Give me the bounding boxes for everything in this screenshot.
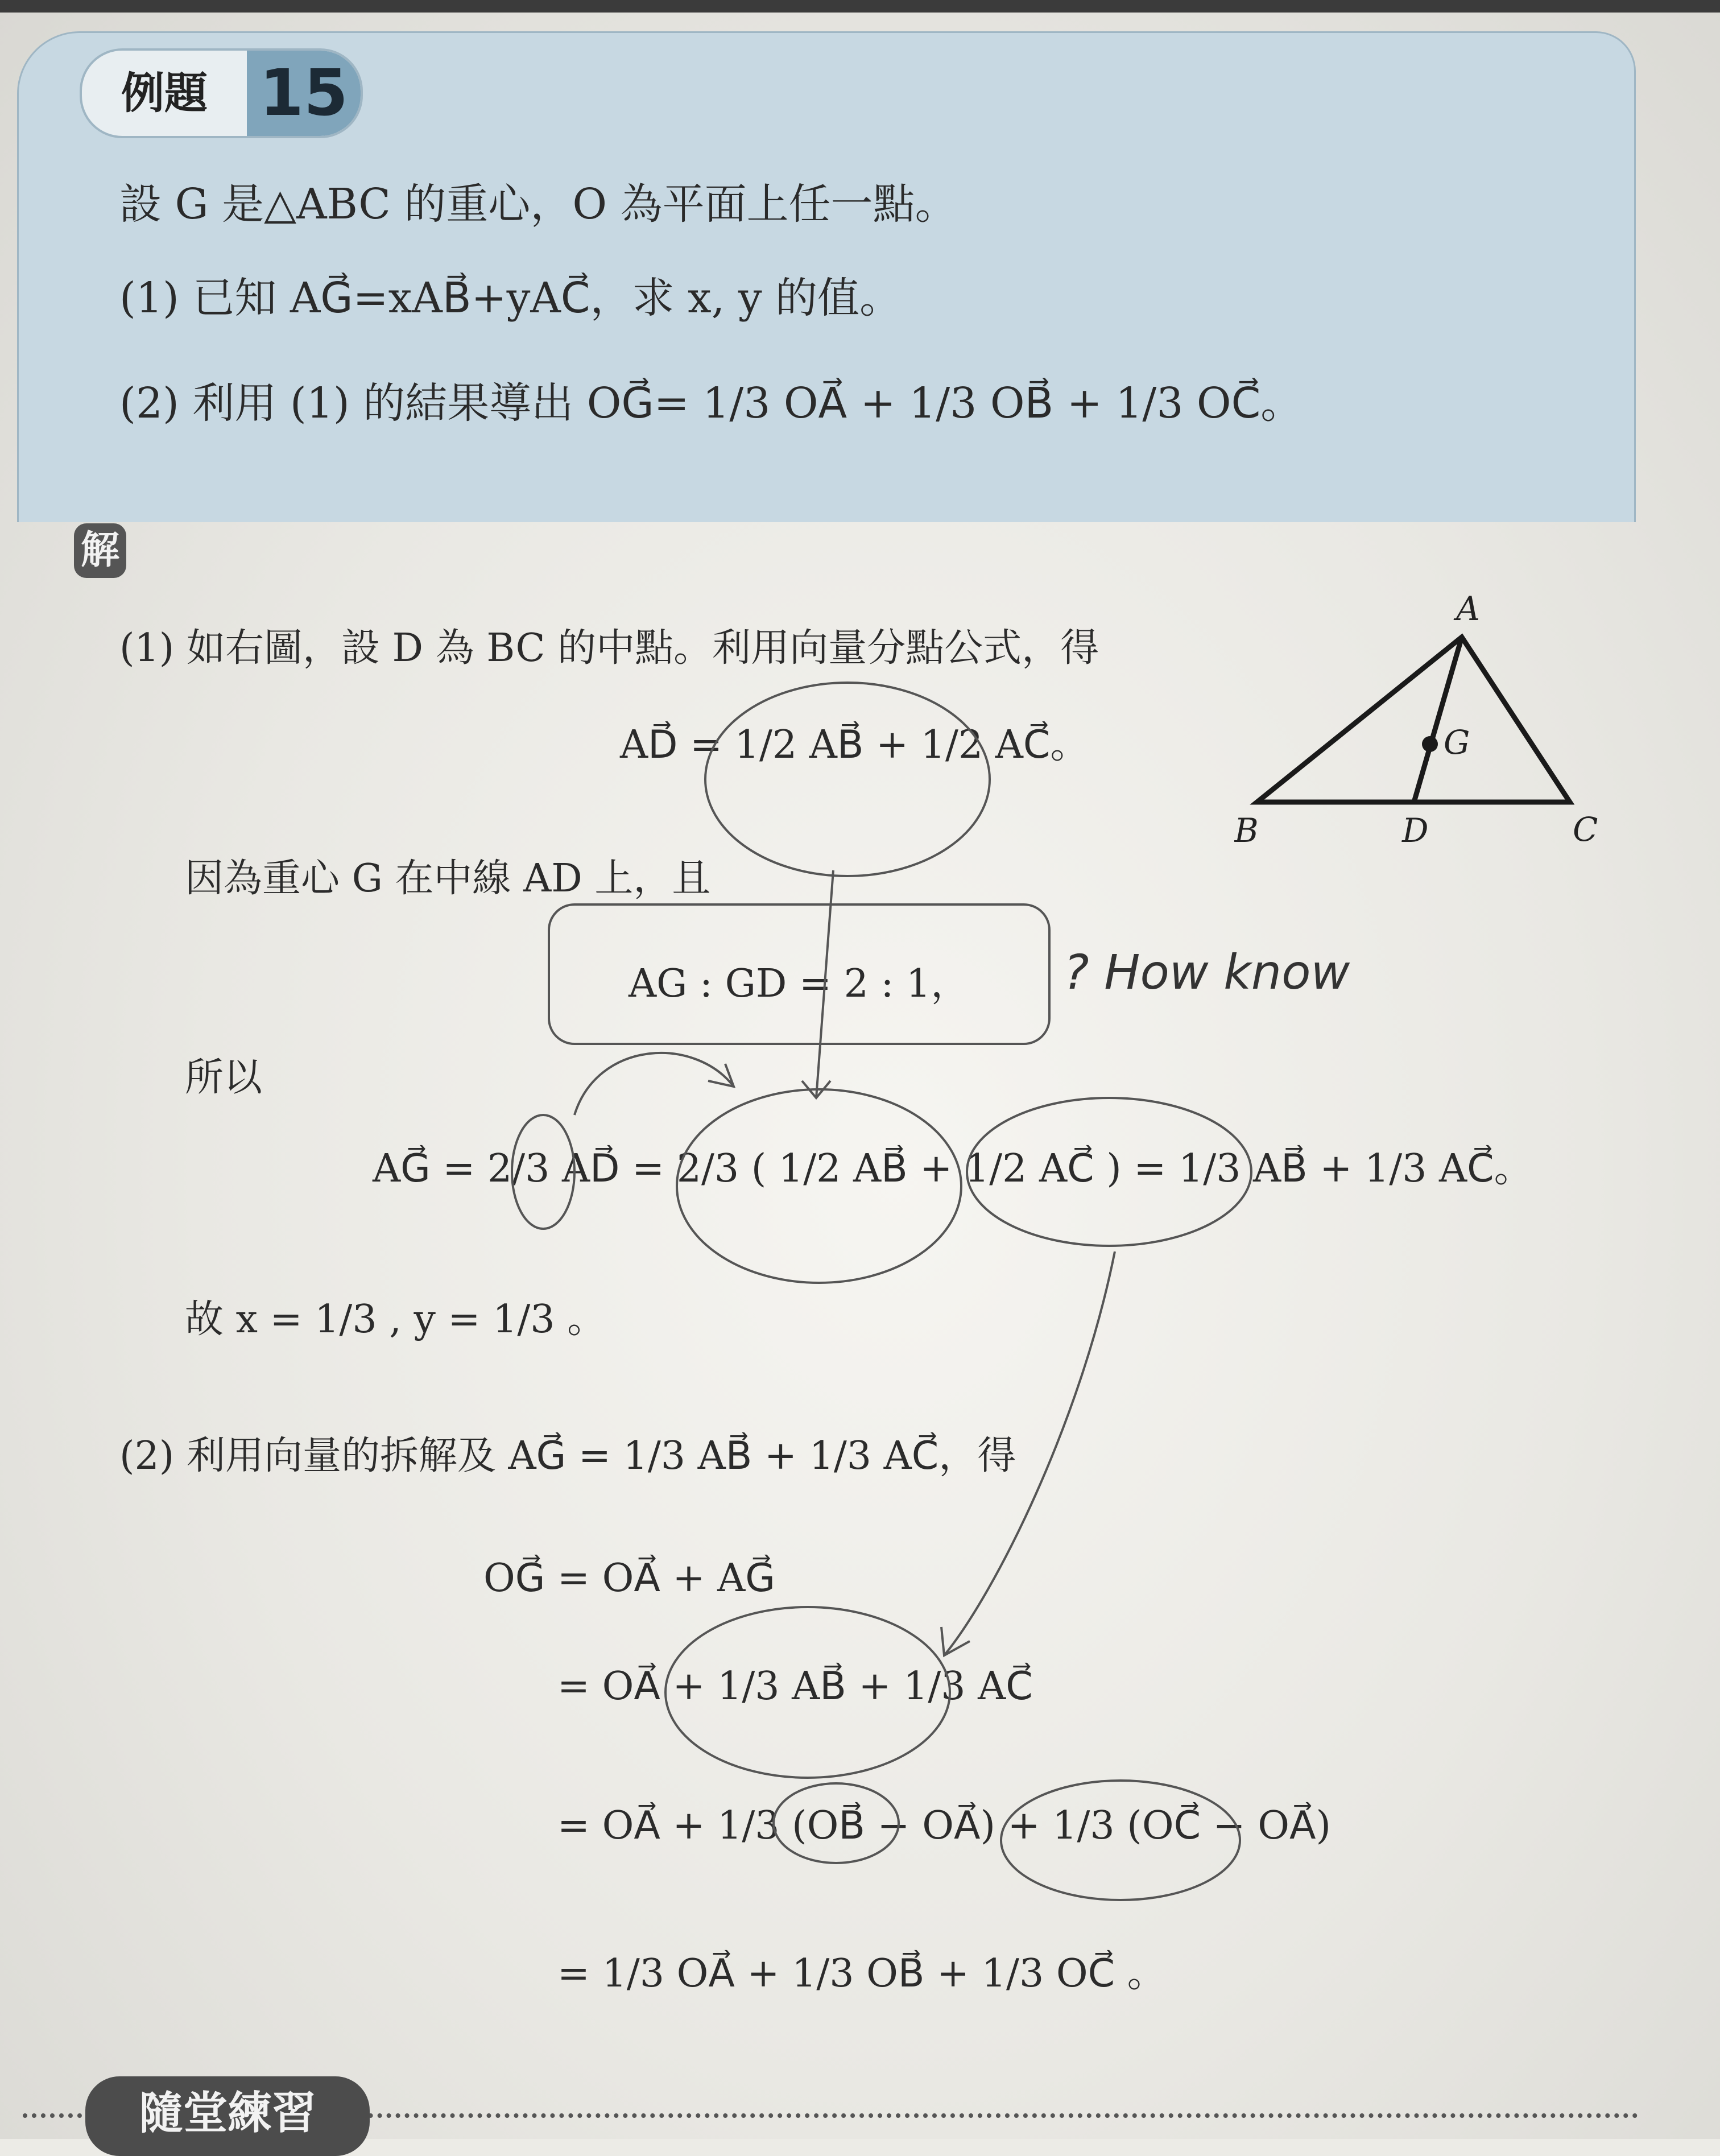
median-ad	[1414, 637, 1462, 802]
problem-part-2: (2) 利用 (1) 的結果導出 OG⃗= 1/3 OA⃗ + 1/3 OB⃗ + 1/3 OC⃗。	[119, 379, 1303, 428]
label-a: A	[1456, 589, 1480, 628]
label-g: G	[1444, 723, 1470, 762]
example-number: 15	[247, 51, 361, 136]
label-d: D	[1402, 811, 1429, 850]
example-label: 例題	[121, 68, 208, 118]
solution-centroid-text: 因為重心 G 在中線 AD 上，且	[185, 856, 711, 901]
solution-ratio: AG : GD = 2 : 1，	[629, 961, 970, 1006]
triangle-figure	[1234, 580, 1598, 853]
solution-eq-ad: AD⃗ = 1/2 AB⃗ + 1/2 AC⃗。	[620, 722, 1089, 767]
label-c: C	[1573, 810, 1598, 849]
top-edge-strip	[0, 0, 1720, 13]
solution-therefore: 所以	[185, 1055, 263, 1100]
solution-eq-ag: AG⃗ = 2/3 AD⃗ = 2/3 ( 1/2 AB⃗ + 1/2 AC⃗ ) = 1/3 AB⃗ + 1/3 AC⃗。	[373, 1146, 1533, 1191]
solution-eq-og-1: OG⃗ = OA⃗ + AG⃗	[483, 1556, 775, 1601]
solution-step-1-intro: (1) 如右圖，設 D 為 BC 的中點。利用向量分點公式，得	[119, 626, 1099, 671]
solution-eq-og-3: = OA⃗ + 1/3 (OB⃗ − OA⃗) + 1/3 (OC⃗ − OA⃗)	[557, 1803, 1332, 1848]
triangle-abc	[1257, 637, 1570, 802]
centroid-point	[1422, 736, 1438, 752]
solution-eq-og-2: = OA⃗ + 1/3 AB⃗ + 1/3 AC⃗	[557, 1664, 1033, 1709]
solution-badge: 解	[74, 523, 126, 578]
practice-badge: 隨堂練習	[85, 2076, 370, 2156]
example-badge	[80, 48, 363, 138]
label-b: B	[1234, 811, 1259, 850]
problem-part-1: (1) 已知 AG⃗=xAB⃗+yAC⃗，求 x, y 的值。	[119, 274, 902, 323]
solution-xy-result: 故 x = 1/3 , y = 1/3 。	[185, 1297, 606, 1342]
handwritten-note: ? How know	[1064, 944, 1350, 1000]
solution-eq-og-4: = 1/3 OA⃗ + 1/3 OB⃗ + 1/3 OC⃗ 。	[557, 1951, 1166, 1996]
problem-statement: 設 G 是△ABC 的重心，O 為平面上任一點。	[119, 180, 957, 229]
solution-step-2-intro: (2) 利用向量的拆解及 AG⃗ = 1/3 AB⃗ + 1/3 AC⃗，得	[119, 1434, 1016, 1478]
